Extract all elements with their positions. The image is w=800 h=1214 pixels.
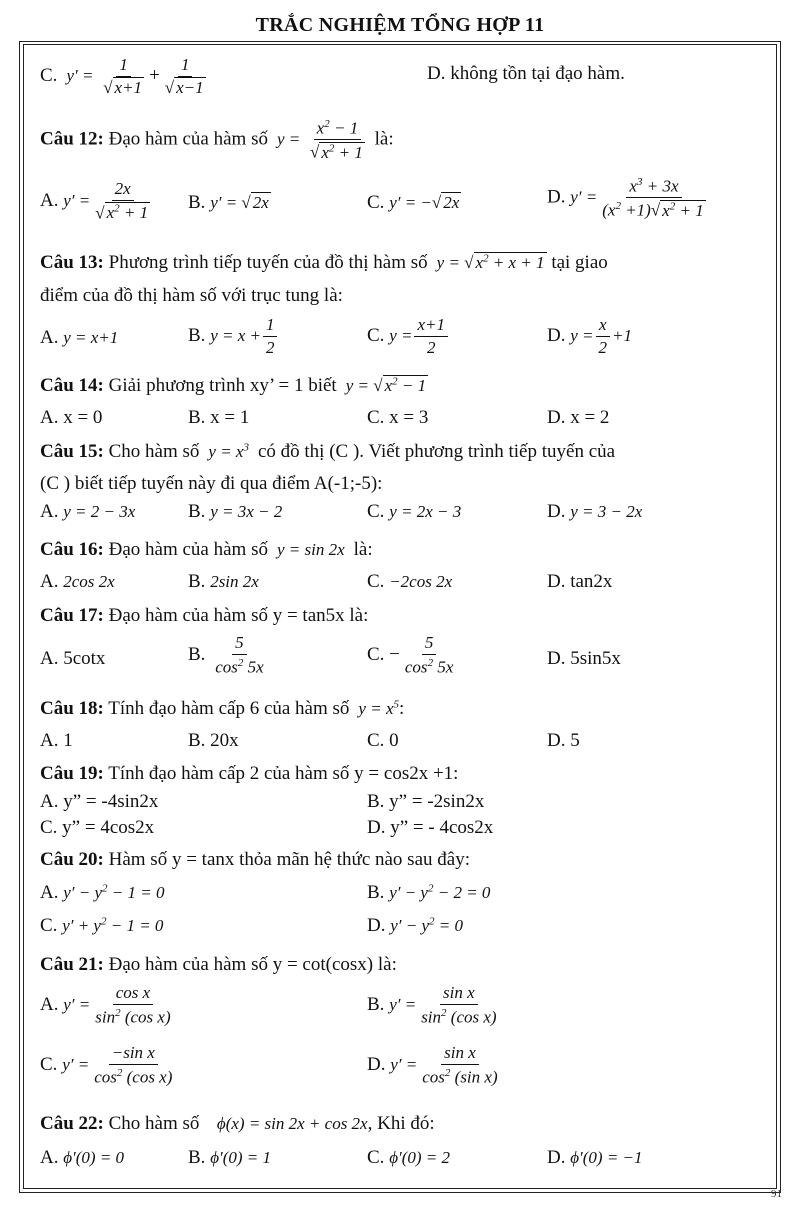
question-label: Câu 13:: [40, 252, 104, 273]
question-15-line2: (C ) biết tiếp tuyến này đi qua điểm A(-1;-5):: [40, 473, 383, 494]
q16-option-a: A. 2cos 2x: [40, 571, 115, 592]
q22-option-c: C. ϕ′(0) = 2: [367, 1147, 450, 1168]
question-17: Câu 17: Đạo hàm của hàm số y = tan5x là:: [40, 605, 369, 626]
q19-option-a: A. y” = -4sin2x: [40, 791, 159, 812]
question-22: Câu 22: Cho hàm số ϕ(x) = sin 2x + cos 2x, Khi đó:: [40, 1113, 435, 1134]
q22-option-d: D. ϕ′(0) = −1: [547, 1147, 643, 1168]
question-20: Câu 20: Hàm số y = tanx thỏa mãn hệ thức nào sau đây:: [40, 849, 470, 870]
question-12: Câu 12: Đạo hàm của hàm số y = $\frac{x^2 - 1}{√ x^2 + 1}$ là:: [40, 118, 394, 162]
q20-option-b: B. $y' - y^2 - 2 = 0$: [367, 882, 491, 903]
q15-option-c: C. y = 2x − 3: [367, 501, 462, 522]
question-label: Câu 20:: [40, 849, 104, 870]
q15-option-a: A. y = 2 − 3x: [40, 501, 136, 522]
q13-option-d: D. y = $\frac{x}{2}$ +1: [547, 315, 632, 357]
q14-option-b: B. x = 1: [188, 407, 250, 428]
q21-option-a: A. y′ = $\frac{\text{cos x}}{\sin^2 (\cos x)}$: [40, 983, 171, 1027]
q15-option-d: D. y = 3 − 2x: [547, 501, 643, 522]
question-21: Câu 21: Đạo hàm của hàm số y = cot(cosx) là:: [40, 954, 397, 975]
q13-option-c: C. y = $\frac{x+1}{2}$: [367, 316, 450, 357]
question-label: Câu 18:: [40, 698, 104, 719]
question-15: Câu 15: Cho hàm số $y = x^3$ có đồ thị (C ). Viết phương trình tiếp tuyến của: [40, 441, 616, 462]
question-label: Câu 21:: [40, 954, 104, 975]
q21-option-b: B. y′ = $\frac{\text{sin x}}{\sin^2 (\cos x)}$: [367, 983, 497, 1027]
q12-option-d: D. y′ = $\frac{x^3 + 3x}{(x^2 +1)√ x^2 + 1}$: [547, 176, 704, 220]
question-13-line2: điểm của đồ thị hàm số với trục tung là:: [40, 285, 343, 306]
q14-option-c: C. x = 3: [367, 407, 429, 428]
question-19: Câu 19: Tính đạo hàm cấp 2 của hàm số y = cos2x +1:: [40, 763, 459, 784]
q17-option-c: C. − $\frac{5}{\cos^2 5x}$: [367, 633, 454, 677]
q19-option-b: B. y” = -2sin2x: [367, 791, 485, 812]
q12-option-a: A. y′ = $\frac{2x}{√ x^2 + 1}$: [40, 179, 149, 223]
q18-option-b: B. 20x: [188, 730, 239, 751]
q18-option-c: C. 0: [367, 730, 399, 751]
q15-option-b: B. y = 3x − 2: [188, 501, 283, 522]
q18-option-d: D. 5: [547, 730, 580, 751]
page-title: TRẮC NGHIỆM TỔNG HỢP 11: [255, 14, 545, 36]
q19-option-d: D. y” = - 4cos2x: [367, 817, 494, 838]
q14-option-d: D. x = 2: [547, 407, 610, 428]
question-label: Câu 17:: [40, 605, 104, 626]
question-label: Câu 16:: [40, 539, 104, 560]
question-label: Câu 12:: [40, 128, 104, 150]
q17-option-b: B. $\frac{5}{\cos^2 5x}$: [188, 633, 264, 677]
question-label: Câu 15:: [40, 441, 104, 462]
q20-option-c: C. $y' + y^2 - 1 = 0$: [40, 915, 164, 936]
q13-option-a: A. y = x+1: [40, 327, 119, 348]
q16-option-b: B. 2sin 2x: [188, 571, 259, 592]
question-label: Câu 22:: [40, 1113, 104, 1134]
q11-option-c: C. y′ = $\frac{1}{√ x+1}$ + $\frac{1}{√ x-1}$: [40, 55, 204, 97]
question-18: Câu 18: Tính đạo hàm cấp 6 của hàm số $y = x^5$:: [40, 698, 405, 719]
q17-option-a: A. 5cotx: [40, 648, 106, 669]
q19-option-c: C. y” = 4cos2x: [40, 817, 155, 838]
question-13: Câu 13: Phương trình tiếp tuyến của đồ thị hàm số y = √ $x^2 + x + 1$ tại giao: [40, 252, 608, 273]
q12-option-b: B. y′ = √ 2x: [188, 192, 269, 213]
q22-option-a: A. ϕ′(0) = 0: [40, 1147, 125, 1168]
q18-option-a: A. 1: [40, 730, 73, 751]
q20-option-a: A. $y' - y^2 - 1 = 0$: [40, 882, 165, 903]
q17-option-d: D. 5sin5x: [547, 648, 621, 669]
question-label: Câu 19:: [40, 763, 104, 784]
page-number: 91: [771, 1188, 782, 1200]
q21-option-c: C. y′ = $\frac{\text{−sin x}}{\cos^2 (\cos x)}$: [40, 1043, 173, 1087]
question-16: Câu 16: Đạo hàm của hàm số y = sin 2x là:: [40, 539, 373, 560]
q16-option-d: D. tan2x: [547, 571, 613, 592]
q20-option-d: D. $y' - y^2 = 0$: [367, 915, 463, 936]
q22-option-b: B. ϕ′(0) = 1: [188, 1147, 271, 1168]
q13-option-b: B. y = x + $\frac{1}{2}$: [188, 316, 279, 357]
question-label: Câu 14:: [40, 375, 104, 396]
question-14: Câu 14: Giải phương trình xy’ = 1 biết y = √ $x^2 - 1$: [40, 375, 427, 396]
q12-option-c: C. y′ = −√ 2x: [367, 192, 460, 213]
q16-option-c: C. −2cos 2x: [367, 571, 453, 592]
q21-option-d: D. y′ = $\frac{\text{sin x}}{\cos^2 (\sin x)}$: [367, 1043, 498, 1087]
q11-option-d: D. không tồn tại đạo hàm.: [427, 63, 625, 84]
q14-option-a: A. x = 0: [40, 407, 103, 428]
